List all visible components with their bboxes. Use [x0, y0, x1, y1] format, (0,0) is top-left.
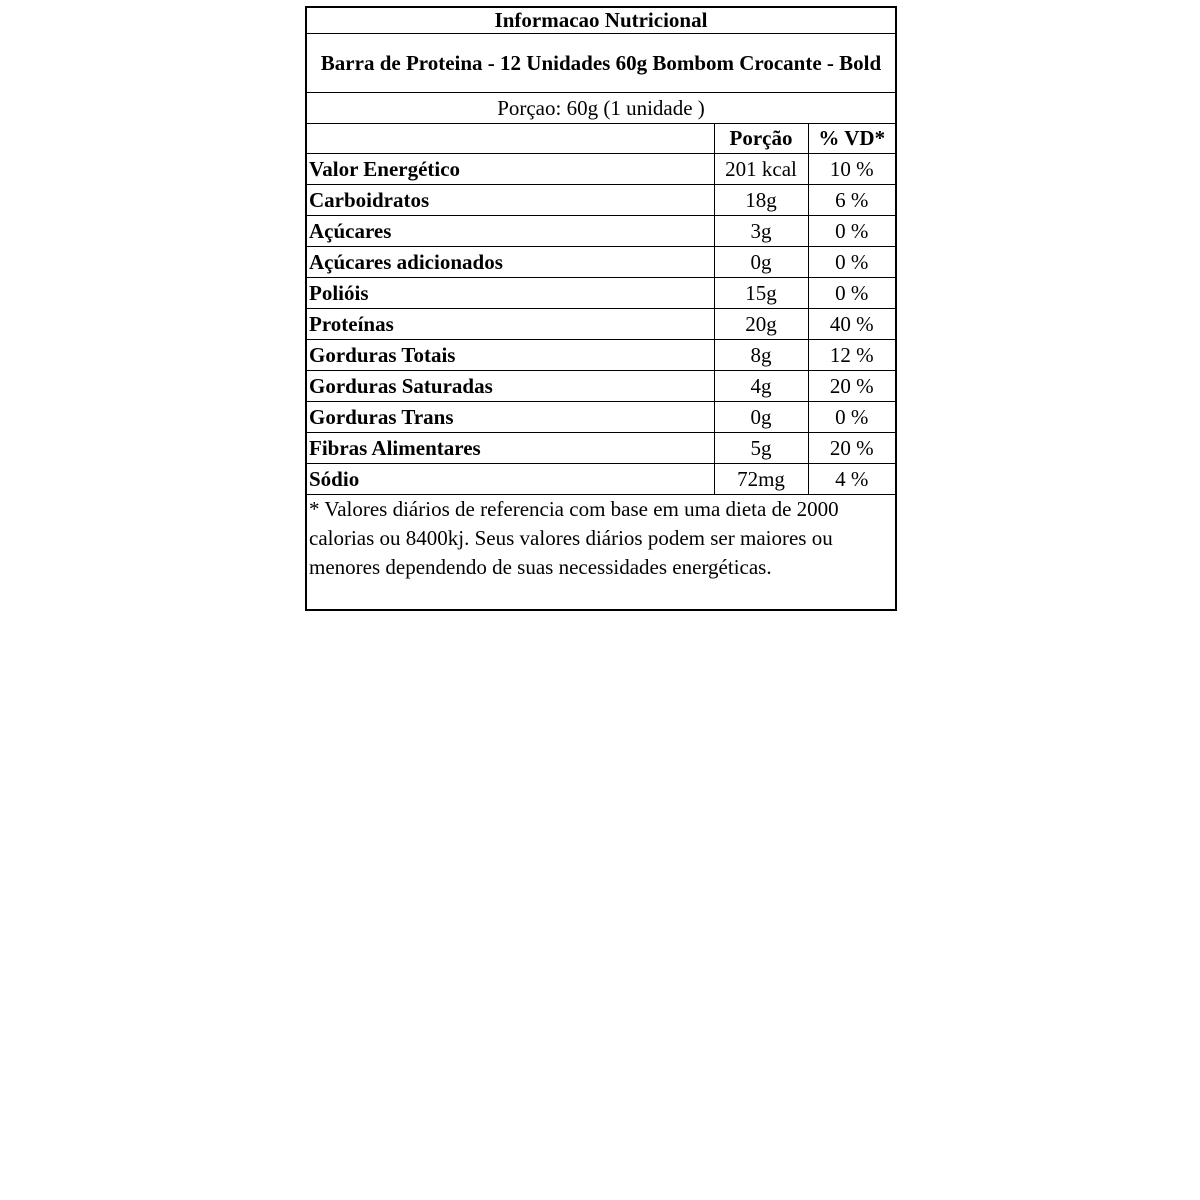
nutrient-dv-value: 20 %	[808, 371, 896, 402]
nutrient-row-gorduras-saturadas	[306, 371, 896, 402]
nutrient-row-carboidratos	[306, 185, 896, 216]
nutrient-portion-value: 0g	[714, 247, 808, 278]
title-row	[306, 7, 896, 34]
nutrient-label: Proteínas	[306, 309, 714, 340]
column-header-row	[306, 124, 896, 154]
nutrient-dv-value: 0 %	[808, 278, 896, 309]
empty-header-cell	[306, 124, 714, 154]
nutrient-row-sodio	[306, 464, 896, 495]
product-name: Barra de Proteina - 12 Unidades 60g Bombom Crocante - Bold	[306, 34, 896, 93]
nutrient-label: Sódio	[306, 464, 714, 495]
nutrient-label: Açúcares	[306, 216, 714, 247]
nutrient-label: Carboidratos	[306, 185, 714, 216]
nutrient-label: Gorduras Totais	[306, 340, 714, 371]
nutrient-portion-value: 3g	[714, 216, 808, 247]
nutrient-dv-value: 0 %	[808, 247, 896, 278]
nutrient-dv-value: 0 %	[808, 216, 896, 247]
nutrient-dv-value: 40 %	[808, 309, 896, 340]
nutrient-label: Fibras Alimentares	[306, 433, 714, 464]
nutrition-facts-table	[305, 6, 897, 611]
column-header-portion: Porção	[714, 124, 808, 154]
product-row	[306, 34, 896, 93]
footnote: * Valores diários de referencia com base em uma dieta de 2000 calorias ou 8400kj. Seus valores diários podem ser maiores ou menores dependendo de suas necessidades energéticas.	[306, 495, 896, 611]
nutrient-row-valor-energetico	[306, 154, 896, 185]
nutrient-portion-value: 72mg	[714, 464, 808, 495]
nutrient-row-proteinas	[306, 309, 896, 340]
nutrient-portion-value: 5g	[714, 433, 808, 464]
nutrient-row-acucares-adicionados	[306, 247, 896, 278]
nutrient-label: Gorduras Trans	[306, 402, 714, 433]
nutrient-row-acucares	[306, 216, 896, 247]
nutrient-row-poliois	[306, 278, 896, 309]
serving-size: Porçao: 60g (1 unidade )	[306, 93, 896, 124]
nutrient-portion-value: 8g	[714, 340, 808, 371]
nutrient-portion-value: 4g	[714, 371, 808, 402]
nutrient-dv-value: 0 %	[808, 402, 896, 433]
serving-row	[306, 93, 896, 124]
nutrient-row-fibras-alimentares	[306, 433, 896, 464]
nutrient-portion-value: 20g	[714, 309, 808, 340]
nutrient-dv-value: 6 %	[808, 185, 896, 216]
nutrient-label: Açúcares adicionados	[306, 247, 714, 278]
column-header-dv: % VD*	[808, 124, 896, 154]
nutrient-label: Polióis	[306, 278, 714, 309]
nutrient-row-gorduras-totais	[306, 340, 896, 371]
nutrient-portion-value: 18g	[714, 185, 808, 216]
footnote-row	[306, 495, 896, 611]
nutrient-dv-value: 4 %	[808, 464, 896, 495]
nutrient-portion-value: 201 kcal	[714, 154, 808, 185]
nutrient-dv-value: 20 %	[808, 433, 896, 464]
nutrient-dv-value: 12 %	[808, 340, 896, 371]
table-title: Informacao Nutricional	[306, 7, 896, 34]
nutrient-label: Gorduras Saturadas	[306, 371, 714, 402]
nutrient-row-gorduras-trans	[306, 402, 896, 433]
nutrient-portion-value: 0g	[714, 402, 808, 433]
nutrient-dv-value: 10 %	[808, 154, 896, 185]
nutrient-label: Valor Energético	[306, 154, 714, 185]
nutrient-portion-value: 15g	[714, 278, 808, 309]
